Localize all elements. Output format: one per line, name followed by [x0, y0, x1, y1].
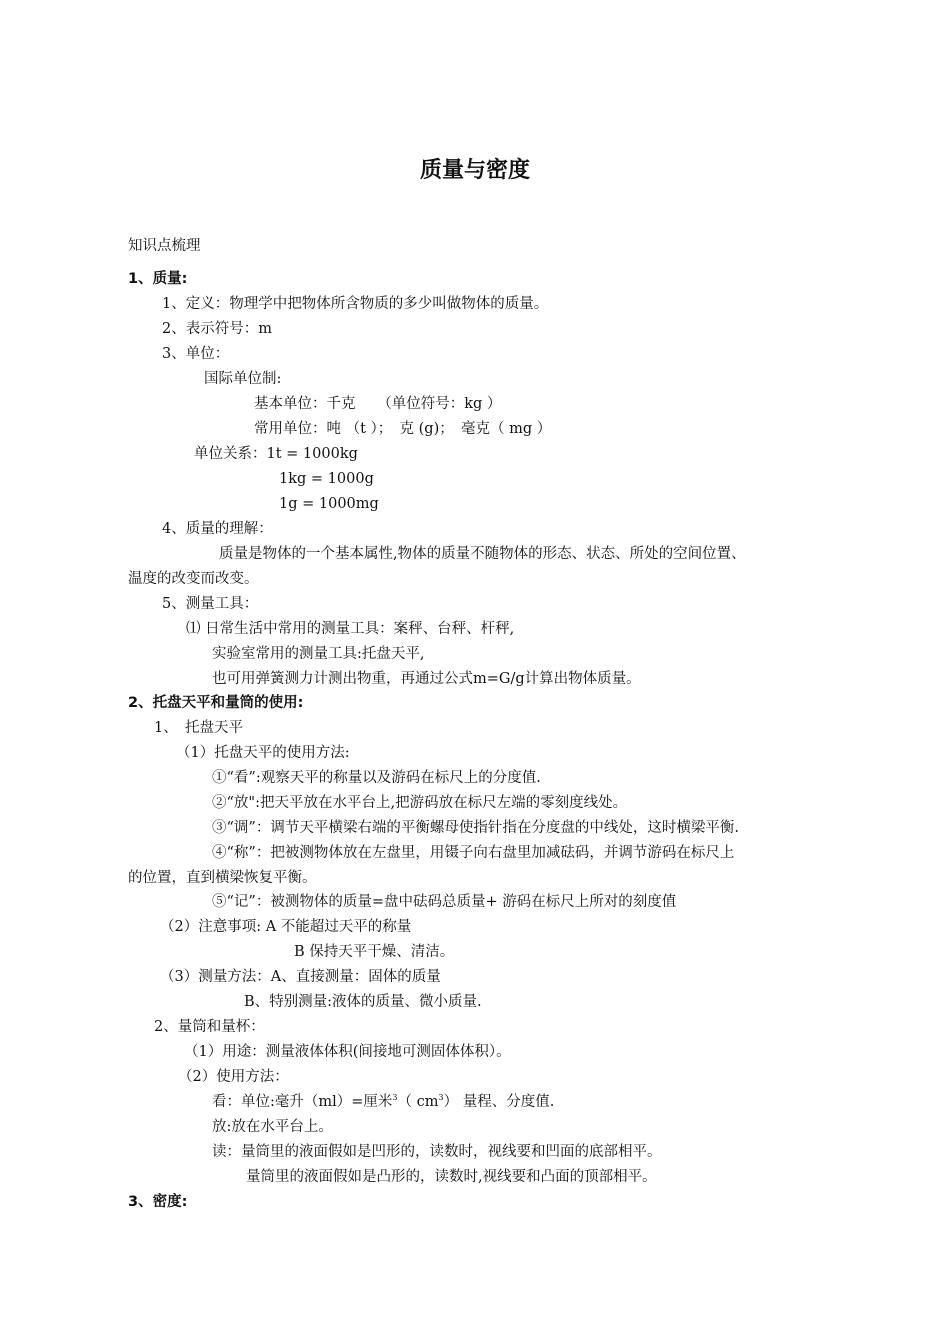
balance-notes-b: B 保持天平干燥、清洁。	[294, 944, 455, 960]
measure-method-a: （3）测量方法：A、直接测量：固体的质量	[160, 969, 441, 985]
section-heading-density: 3、密度:	[128, 1194, 188, 1210]
cylinder-read-2: 量筒里的液面假如是凸形的，读数时,视线要和凸面的顶部相平。	[246, 1169, 657, 1185]
mass-understanding: 4、质量的理解：	[162, 521, 273, 537]
cylinder-look	[212, 1092, 554, 1112]
balance-notes-a: （2）注意事项: A 不能超过天平的称量	[160, 919, 412, 935]
tools-line-2: 实验室常用的测量工具:托盘天平,	[212, 646, 425, 662]
cylinder-read-1: 读：量筒里的液面假如是凹形的，读数时，视线要和凹面的底部相平。	[212, 1144, 662, 1160]
cylinder-howto: （2）使用方法：	[178, 1069, 289, 1085]
look-superscript: 3	[392, 1093, 398, 1102]
mass-understanding-line-2: 温度的改变而改变。	[128, 571, 259, 587]
common-units: 常用单位：吨 （t ）； 克 (g)； 毫克（ mg ）	[254, 421, 552, 437]
base-unit: 基本单位：千克 （单位符号：kg ）	[254, 396, 502, 412]
section-heading-mass: 1、质量:	[128, 271, 188, 287]
mass-symbol: 2、表示符号：m	[162, 321, 272, 337]
intro-text: 知识点梳理	[128, 238, 201, 254]
cylinder-use: （1）用途：测量液体体积(间接地可测固体体积）。	[184, 1044, 511, 1060]
tools-line-1: ⑴ 日常生活中常用的测量工具：案秤、台秤、杆秤,	[186, 621, 515, 637]
mass-unit: 3、单位：	[162, 346, 230, 362]
mass-definition: 1、定义：物理学中把物体所含物质的多少叫做物体的质量。	[162, 296, 549, 312]
mass-understanding-line-1: 质量是物体的一个基本属性,物体的质量不随物体的形态、状态、所处的空间位置、	[219, 546, 746, 562]
unit-relation-1: 单位关系：1t = 1000kg	[194, 446, 358, 462]
look-superscript-2: 3	[438, 1093, 444, 1102]
balance-method: （1）托盘天平的使用方法:	[176, 745, 350, 761]
section-heading-balance: 2、托盘天平和量筒的使用:	[128, 695, 304, 711]
intl-unit-system: 国际单位制:	[204, 371, 282, 387]
unit-relation-3: 1g = 1000mg	[279, 496, 379, 512]
look-text-a: 看：单位:毫升（ml）=厘米	[212, 1094, 393, 1110]
balance-step-weigh-1: ④“称”：把被测物体放在左盘里，用镊子向右盘里加减砝码，并调节游码在标尺上	[212, 845, 735, 861]
tools-line-3: 也可用弹簧测力计测出物重，再通过公式m=G/g计算出物体质量。	[212, 671, 641, 687]
balance-title: 1、 托盘天平	[154, 720, 243, 736]
cylinder-put: 放:放在水平台上。	[212, 1119, 333, 1135]
look-text-b: （ cm	[397, 1094, 439, 1110]
look-text-c: ） 量程、分度值.	[443, 1094, 555, 1110]
measure-method-b: B、特别测量:液体的质量、微小质量.	[244, 994, 482, 1010]
balance-step-record: ⑤“记”：被测物体的质量=盘中砝码总质量+ 游码在标尺上所对的刻度值	[212, 894, 677, 910]
balance-step-place: ②“放":把天平放在水平台上,把游码放在标尺左端的零刻度线处。	[212, 795, 628, 811]
balance-step-look: ①“看”:观察天平的称量以及游码在标尺上的分度值.	[212, 770, 541, 786]
balance-step-adjust: ③“调”：调节天平横梁右端的平衡螺母使指针指在分度盘的中线处，这时横梁平衡.	[212, 820, 739, 836]
measuring-tools: 5、测量工具：	[162, 596, 259, 612]
page-title: 质量与密度	[419, 158, 530, 183]
balance-step-weigh-2: 的位置，直到横梁恢复平衡。	[128, 870, 317, 886]
unit-relation-2: 1kg = 1000g	[279, 471, 374, 487]
cylinder-title: 2、量筒和量杯：	[154, 1019, 265, 1035]
